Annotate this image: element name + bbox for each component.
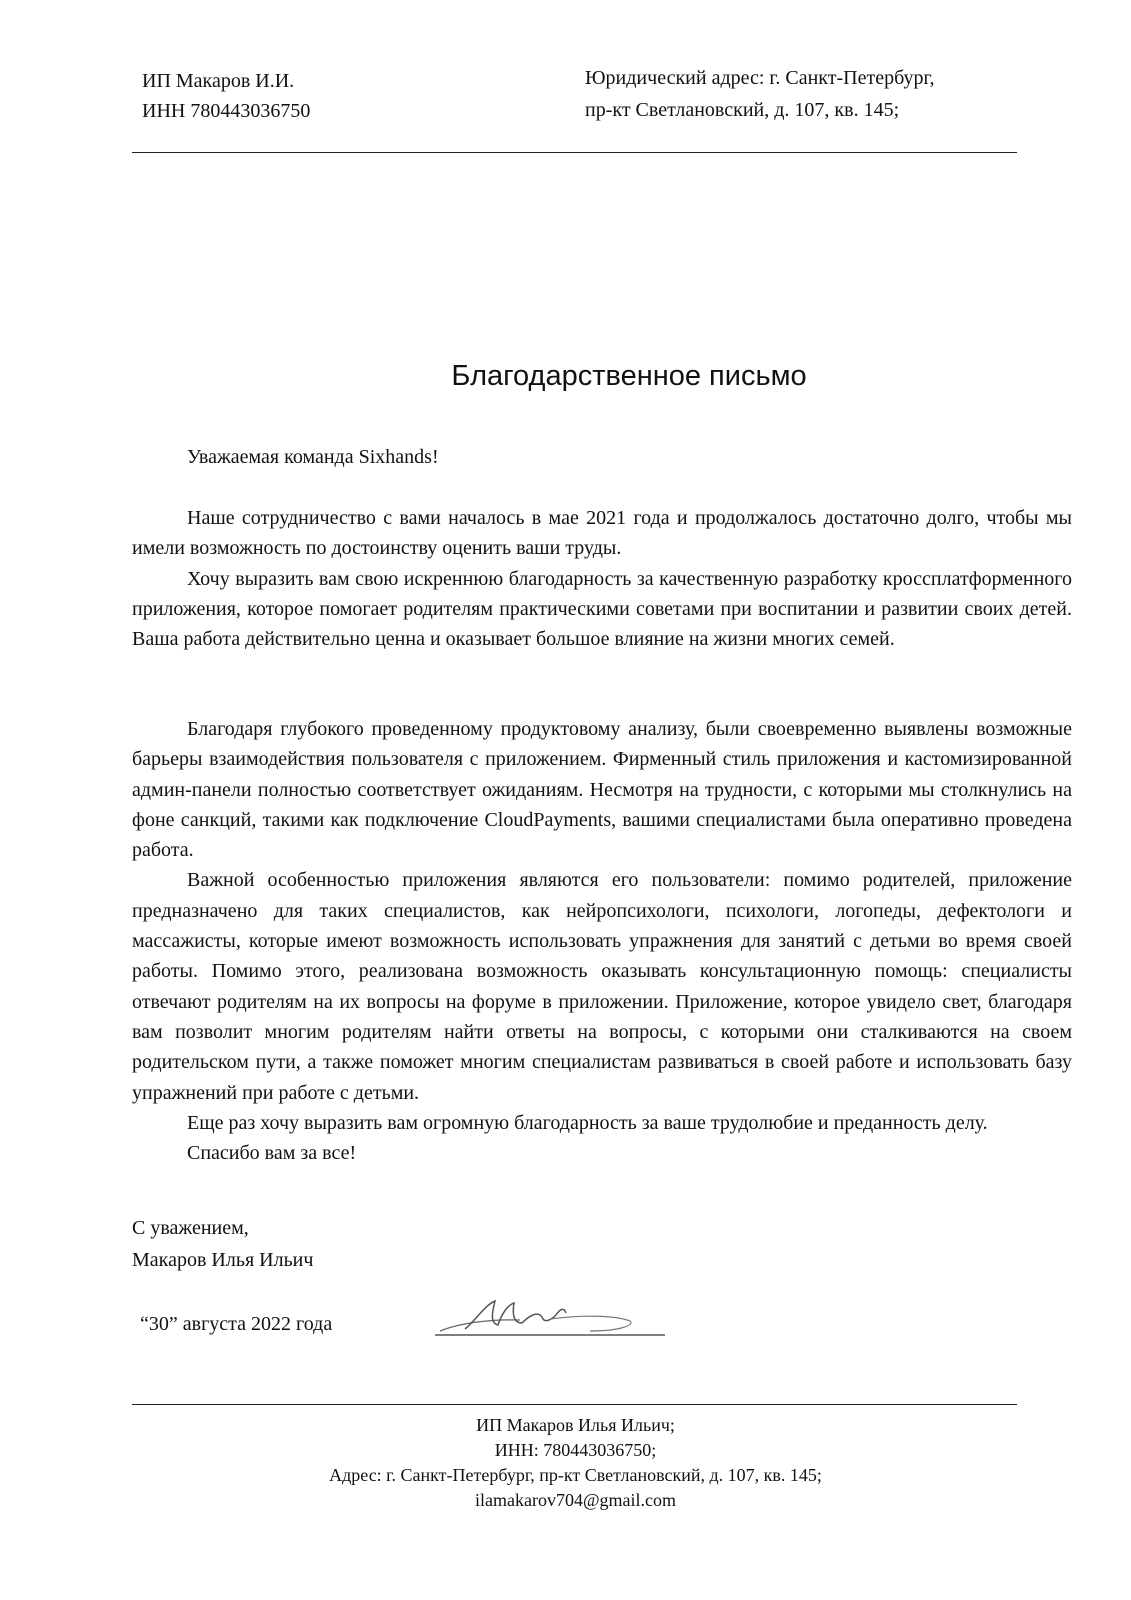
footer-email[interactable]: ilamakarov704@gmail.com xyxy=(474,1490,677,1510)
paragraph: Хочу выразить вам свою искреннюю благодарность за качественную разработку кроссплатформенного приложения, которое помогает родителям практическими советами при воспитании и развитии своих детей. Ваша работа действительно ценна и оказывает большое влияние на жизни многих семей. xyxy=(132,567,1072,651)
closing xyxy=(132,1212,313,1276)
letter-body-block-1 xyxy=(132,503,1072,654)
letter-date: “30” августа 2022 года xyxy=(140,1313,333,1335)
paragraph: Еще раз хочу выразить вам огромную благодарность за ваше трудолюбие и преданность делу. xyxy=(187,1111,988,1134)
company-inn: ИНН 780443036750 xyxy=(142,100,311,122)
footer-divider xyxy=(132,1404,1017,1405)
footer-contacts xyxy=(0,1413,1131,1513)
signature-icon xyxy=(430,1293,670,1343)
paragraph: Важной особенностью приложения являются его пользователи: помимо родителей, приложение предназначено для таких специалистов, как нейропсихологи, психологи, логопеды, дефектологи и массажисты, которые имеют возможность использовать упражнения для занятий с детьми во время своей работы. Помимо этого, реализована возможность оказывать консультационную помощь: специалисты отвечают родителям на их вопросы на форуме в приложении. Приложение, которое увидело свет, благодаря вам позволит многим родителям найти ответы на вопросы, с которыми они сталкиваются на своем родительском пути, а также поможет многим специалистам развиваться в своей работе и использовать базу упражнений при работе с детьми. xyxy=(132,869,1072,1104)
footer-address: Адрес: г. Санкт-Петербург, пр-кт Светлановский, д. 107, кв. 145; xyxy=(329,1465,822,1485)
paragraph: Наше сотрудничество с вами началось в мае 2021 года и продолжалось достаточно долго, чтобы мы имели возможность по достоинству оценить ваши труды. xyxy=(132,507,1072,560)
footer-company: ИП Макаров Илья Ильич; xyxy=(476,1415,675,1435)
letter-title: Благодарственное письмо xyxy=(451,360,807,392)
legal-address-line-2: пр-кт Светлановский, д. 107, кв. 145; xyxy=(585,99,900,121)
legal-address-line-1: Юридический адрес: г. Санкт-Петербург, xyxy=(585,67,935,89)
signatory-name: Макаров Илья Ильич xyxy=(132,1249,314,1271)
letter-body-block-2 xyxy=(132,714,1072,1168)
header-divider xyxy=(132,152,1017,153)
header-legal-address xyxy=(585,62,934,126)
header-company-info xyxy=(142,66,310,126)
greeting: Уважаемая команда Sixhands! xyxy=(187,446,439,468)
closing-regards: С уважением, xyxy=(132,1217,249,1239)
paragraph: Спасибо вам за все! xyxy=(187,1142,357,1165)
paragraph: Благодаря глубокого проведенному продуктовому анализу, были своевременно выявлены возможные барьеры взаимодействия пользователя с приложением. Фирменный стиль приложения и кастомизированной админ-панели полностью соответствует ожиданиям. Несмотря на трудности, с которыми мы столкнулись на фоне санкций, такими как подключение CloudPayments, вашими специалистами была оперативно проведена работа. xyxy=(132,718,1072,862)
footer-inn: ИНН: 780443036750; xyxy=(494,1440,657,1460)
company-name: ИП Макаров И.И. xyxy=(142,70,295,92)
